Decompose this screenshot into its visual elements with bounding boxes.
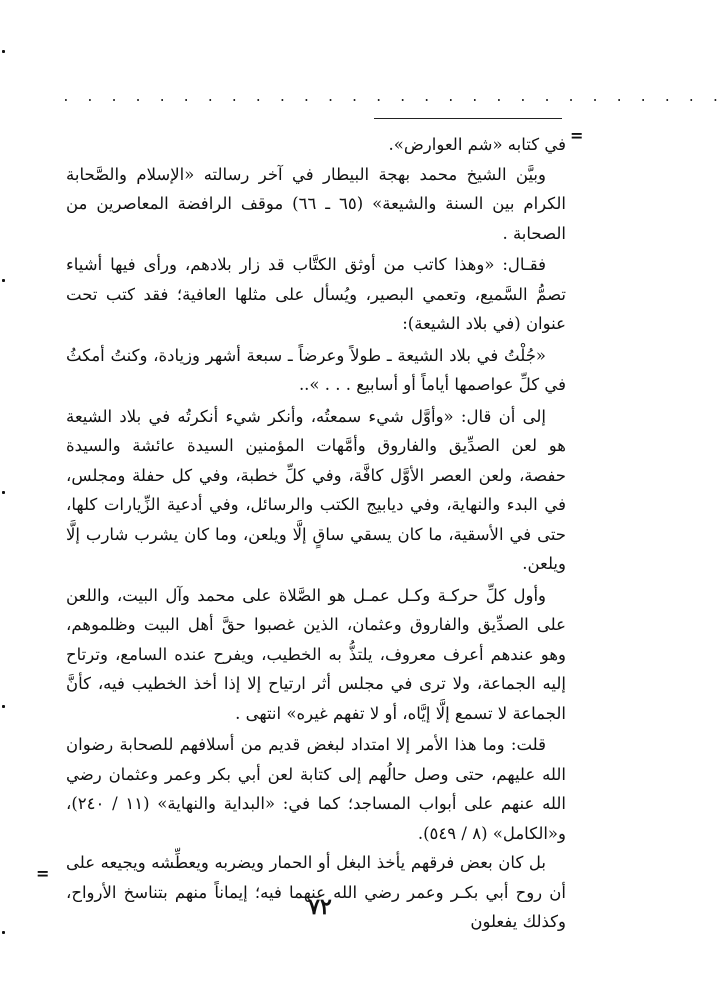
scan-edge-mark — [2, 931, 5, 934]
page-number: ٧٢ — [308, 894, 332, 920]
paragraph: بل كان بعض فرقهم يأخذ البغل أو الحمار ويضربه ويعطِّشه ويجيعه على أن روح أبي بكـر وعمر رضي الله عنهما فيه؛ إيماناً منهم بتناسخ الأرواح، وكذلك يفعلون — [66, 853, 566, 931]
footnote-rule — [374, 118, 562, 119]
paragraph: وأول كلِّ حركـة وكـل عمـل هو الصَّلاة على محمد وآل البيت، واللعن على الصدِّيق والفاروق وعثمان، الذين غصبوا حقَّ أهل البيت وظلموهم، وهو عندهم أعرف معروف، يلتذُّ به الخطيب، ويفرح عنده السامع، وترتاح إليه الجماعة، ولا ترى في مجلس أثر ارتياح إلا إذا أخذ الخطيب فيه، كأنَّ الجماعة لا تسمع إلَّا إيَّاه، أو لا تفهم غيره» انتهى . — [66, 585, 566, 723]
paragraph: قلت: وما هذا الأمر إلا امتداد لبغض قديم من أسلافهم للصحابة رضوان الله عليهم، حتى وصل حالُهم إلى كتابة لعن أبي بكر وعمر وعثمان رضي الله عنهم على أبواب المساجد؛ كما في: «البداية والنهاية» (١١ / ٢٤٠)، و«الكامل» (٨ / ٥٤٩). — [66, 735, 566, 843]
body-text — [66, 130, 566, 937]
paragraph: فقـال: «وهذا كاتب من أوثق الكتَّاب قد زار بلادهم، ورأى فيها أشياء تصمُّ السَّميع، وتعمي البصير، ويُسأل على مثلها العافية؛ فقد كتب تحت عنوان (في بلاد الشيعة): — [66, 255, 566, 333]
paragraph: في كتابه «شم العوارض». — [388, 135, 566, 154]
dotted-separator: . . . . . . . . . . . . . . . . . . . . . . . . . . . . — [62, 90, 723, 105]
scan-edge-mark — [2, 491, 5, 494]
paragraph: وبيَّن الشيخ محمد بهجة البيطار في آخر رسالته «الإسلام والصَّحابة الكرام بين السنة والشيعة» (٦٥ ـ ٦٦) موقف الرافضة المعاصرين من الصحابة . — [66, 164, 566, 243]
quote-paragraph: «جُلْتُ في بلاد الشيعة ـ طولاً وعرضاً ـ سبعة أشهر وزيادة، وكنتُ أمكثُ في كلِّ عواصمها أياماً أو أسابيع . . . ».. — [66, 345, 566, 394]
paragraph: إلى أن قال: «وأوَّل شيء سمعتُه، وأنكر شيء أنكرتُه في بلاد الشيعة هو لعن الصدِّيق والفاروق وأمَّهات المؤمنين السيدة عائشة والسيدة حفصة، ولعن العصر الأوَّل كافَّة، وفي كلِّ خطبة، وفي كل حفلة ومجلس، في البدء والنهاية، وفي ديابيج الكتب والرسائل، وفي أدعية الزِّيارات كلها، حتى في الأسقية، ما كان يسقي ساقٍ إلَّا ويلعن، وما كان يشرب شارب إلَّا ويلعن. — [66, 406, 566, 573]
continuation-mark-bottom: = — [36, 864, 50, 883]
scan-edge-mark — [2, 705, 5, 708]
continuation-mark-top: = — [570, 126, 584, 145]
scan-edge-mark — [2, 279, 5, 282]
scan-edge-mark — [2, 50, 5, 53]
